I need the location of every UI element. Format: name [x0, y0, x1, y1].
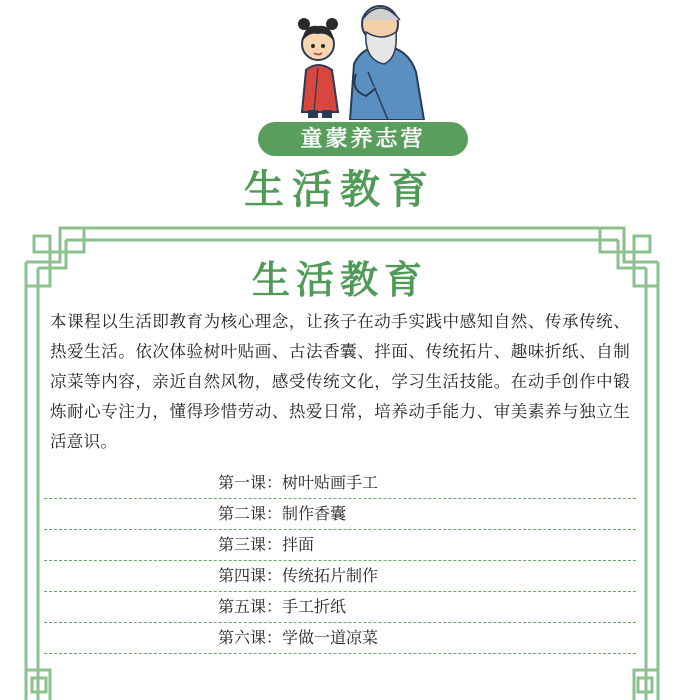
lesson-item [44, 561, 636, 592]
page-title: 生活教育 [244, 166, 436, 213]
lesson-item [44, 499, 636, 530]
section-title: 生活教育 [251, 257, 428, 302]
lesson-label: 第三课：拌面 [218, 535, 315, 554]
lesson-label: 第二课：制作香囊 [218, 504, 347, 523]
lesson-label: 第五课：手工折纸 [218, 597, 347, 616]
camp-badge: 童蒙养志营 [258, 122, 468, 156]
lesson-item [44, 530, 636, 561]
hero-header [0, 0, 680, 225]
lesson-item [44, 468, 636, 499]
child-and-elder-illustration [292, 2, 432, 120]
lesson-item [44, 623, 636, 654]
lesson-item [44, 592, 636, 623]
lesson-label: 第一课：树叶贴画手工 [218, 473, 379, 492]
lesson-list [44, 468, 636, 654]
lesson-label: 第六课：学做一道凉菜 [218, 628, 379, 647]
course-description: 本课程以生活即教育为核心理念，让孩子在动手实践中感知自然、传承传统、热爱生活。依次体验树叶贴画、古法香囊、拌面、传统拓片、趣味折纸、自制凉菜等内容，亲近自然风物，感受传统文化，学习生活技能。在动手创作中锻炼耐心专注力，懂得珍惜劳动、热爱日常，培养动手能力、审美素养与独立生活意识。 [50, 312, 630, 451]
lesson-label: 第四课：传统拓片制作 [218, 566, 379, 585]
